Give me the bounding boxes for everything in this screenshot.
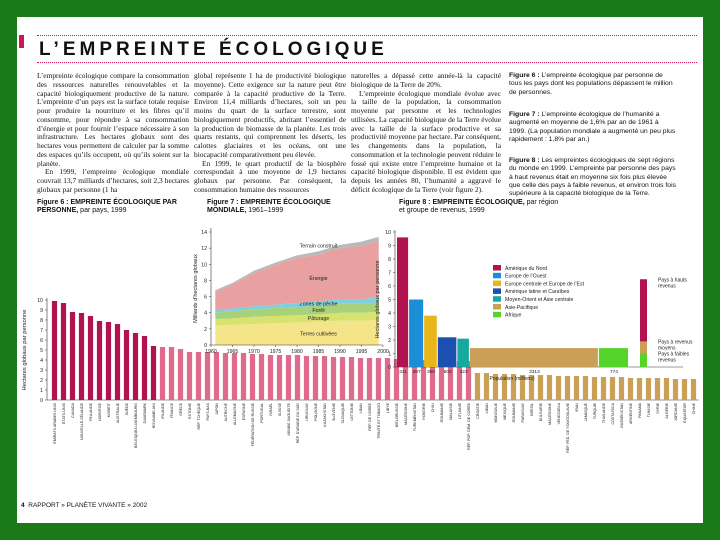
series-label: Terres cultivées <box>300 331 337 338</box>
bar <box>160 347 165 400</box>
series-label: Pâturage <box>307 315 330 322</box>
category-label: MACÉDOINE <box>548 403 553 425</box>
caption-label: Figure 7 : <box>509 111 540 118</box>
category-label: ALGÉRIE <box>665 403 670 419</box>
caption-text: L’empreinte écologique par personne de tous les pays dont les populations dépassent le million de personnes. <box>509 72 673 96</box>
category-label: TURQUIE <box>593 403 598 420</box>
paragraph: En 1999, l’empreinte écologique mondiale couvrait 13,7 milliards d’hectares, soit 2,3 hectares globaux par personne (1 ha <box>37 167 189 194</box>
category-label: PORTUGAL <box>260 403 265 423</box>
report-page <box>17 17 703 523</box>
x-tick-label: 1980 <box>291 349 303 355</box>
category-label: KOWEÏT <box>107 403 112 418</box>
category-label: OUZBÉKISTAN <box>620 403 625 429</box>
category-label: PANAMA <box>638 403 643 418</box>
legend-swatch <box>493 288 501 294</box>
category-label: HONGRIE <box>422 403 427 420</box>
legend-label: Europe de l’Ouest <box>505 273 547 280</box>
category-label: CHINE <box>692 403 697 415</box>
category-label: AUTRICHE <box>224 403 229 422</box>
x-tick-label: 1995 <box>355 349 368 355</box>
y-tick-label: 9 <box>40 308 43 314</box>
y-tick-label: 3 <box>40 368 43 374</box>
category-label: URUGUAY <box>305 403 310 421</box>
x-tick-label: 1960 <box>205 349 217 355</box>
category-label: ISRAËL <box>269 403 274 416</box>
figure-heading: EMPREINTE ÉCOLOGIQUE PAR PERSONNE, <box>37 199 177 214</box>
bar <box>115 324 120 400</box>
income-label: moyens <box>658 345 676 352</box>
category-label: RÉP. DE CORÉE <box>368 403 373 431</box>
figure-heading: EMPREINTE ÉCOLOGIQUE, <box>432 199 525 206</box>
category-label: THAÏLANDE <box>602 403 607 424</box>
x-tick-label: 1975 <box>269 349 282 355</box>
y-tick-label: 2 <box>204 326 207 333</box>
page-number: 4 <box>21 502 25 509</box>
y-tick-label: 2 <box>388 338 391 344</box>
y-tick-label: 8 <box>204 278 207 285</box>
y-tick-label: 4 <box>388 311 391 317</box>
region-bar <box>424 316 437 367</box>
figure-label: Figure 7 : <box>207 199 239 206</box>
y-tick-label: 6 <box>204 294 207 301</box>
bar <box>142 336 147 400</box>
x-tick-label: 1970 <box>248 349 260 355</box>
bar <box>52 301 57 400</box>
category-label: PAYS-BAS <box>206 403 211 421</box>
income-label: Pays à revenus <box>658 339 693 346</box>
region-bar <box>397 237 408 367</box>
figure-subtitle-2: et groupe de revenus, 1999 <box>399 207 485 214</box>
category-label: ALLEMAGNE <box>233 403 238 425</box>
population-label: 323 <box>459 370 468 375</box>
paragraph: En 1999, le quart productif de la biosphère correspondait à une moyenne de 1,9 hectares globaux par personne. Par conséquent, la consommation humaine des ressources <box>194 158 346 194</box>
legend-swatch <box>493 304 501 310</box>
category-label: BIÉLORUSSIE <box>395 403 400 427</box>
region-bar <box>599 348 628 367</box>
category-label: VENEZUELA <box>557 403 562 425</box>
bar <box>133 333 138 400</box>
category-label: GRÈCE <box>179 403 184 416</box>
paragraph: global représente 1 ha de productivité biologique moyenne). Cette exigence sur la nature peut être comparée à la capacité productive de la Terre. Environ 11,4 milliards d’hectares, soit un peu moins du quart de la surface terrestre, sont biologiquement productifs, abritant l’essentiel de la production de biomasse de la planète. Les trois quarts restants, qui comprennent les déserts, les calottes glaciaires et les océans, ont une biocapacité comparativement peu élevée. <box>194 71 346 159</box>
category-label: AUSTRALIE <box>116 403 121 423</box>
category-label: LIBYE <box>386 403 391 414</box>
category-label: NOUVELLE-ZÉLANDE <box>80 403 85 440</box>
y-tick-label: 1 <box>40 388 43 394</box>
category-label: RÉP. TCHÈQUE <box>197 403 202 430</box>
category-label: JAPON <box>215 403 220 415</box>
category-label: ROUMANIE <box>440 403 445 423</box>
category-label: IRLANDE <box>161 403 166 419</box>
figure-7-area-chart <box>177 212 387 367</box>
category-label: LIBAN <box>485 403 490 414</box>
income-label: revenus <box>658 283 676 290</box>
category-label: LIBAN <box>359 403 364 414</box>
legend-swatch <box>493 281 501 287</box>
category-label: ÉQUATEUR <box>683 403 688 423</box>
y-tick-label: 5 <box>40 348 43 354</box>
figure-subtitle: par pays, 1999 <box>78 207 127 214</box>
x-axis-label: Population (millions) <box>489 376 535 382</box>
population-label: 503 <box>443 370 452 375</box>
category-label: JORDANIE <box>674 403 679 422</box>
bar <box>70 312 75 400</box>
y-tick-label: 14 <box>201 230 207 236</box>
y-tick-label: 7 <box>388 270 391 277</box>
footer-text: RAPPORT » PLANÈTE VIVANTE » 2002 <box>28 502 148 509</box>
x-tick-label: 1990 <box>334 349 346 355</box>
y-tick-label: 2 <box>40 378 43 384</box>
region-bar <box>457 339 469 367</box>
legend-label: Asie-Pacifique <box>505 304 539 311</box>
category-label: CHILI <box>431 403 436 413</box>
category-label: NORVÈGE <box>98 403 103 421</box>
category-label: FÉDÉRATION DE RUSSIE <box>251 403 256 447</box>
y-tick-label: 10 <box>37 298 43 304</box>
y-tick-label: 6 <box>388 284 391 290</box>
bar <box>124 330 129 400</box>
category-label: MONGOLIE <box>494 403 499 423</box>
legend-swatch <box>493 312 501 318</box>
category-label: KAZAKHSTAN <box>323 403 328 427</box>
y-tick-label: 0 <box>204 343 207 349</box>
category-label: TURKMÉNISTAN <box>413 403 418 432</box>
y-axis-label: Hectares globaux par personne <box>22 309 28 391</box>
category-label: ÉTATS-UNIS <box>62 403 67 424</box>
series-label: Énergie <box>309 276 328 283</box>
category-label: CROATIE <box>476 403 481 419</box>
caption-label: Figure 6 : <box>509 72 540 79</box>
y-tick-label: 4 <box>40 358 43 364</box>
category-label: MALAISIE <box>449 403 454 420</box>
paragraph: L’empreinte écologique compare la consommation des ressources naturelles renouvelables et la capacité biologiquement productive de la nature. L’empreinte d’un pays est la surface totale requise pour produire la nourriture et les fibres qu’il consomme, pour répondre à sa consommation d’énergie et pour fournir l’espace nécessaire à son infrastructure. Les hectares globaux sont des hectares vous permettent de calculer par la somme des espaces qu’ils occupent, où qu’ils soient sur la planète. <box>37 71 189 168</box>
category-label: LITUANIE <box>458 403 463 420</box>
x-tick-label: 1965 <box>226 349 239 355</box>
legend-swatch <box>493 296 501 302</box>
region-bar <box>438 337 457 367</box>
legend-label: Amérique du Nord <box>505 265 548 272</box>
population-label: 350 <box>426 370 435 375</box>
legend-label: Afrique <box>505 312 522 319</box>
region-bar <box>470 348 598 367</box>
figure-label: Figure 6 : <box>37 199 69 206</box>
category-label: POLOGNE <box>314 403 319 421</box>
page-footer <box>21 502 147 509</box>
category-label: SUISSE <box>278 403 283 417</box>
category-label: BELGIQUE/LUXEMBOURG <box>134 403 139 448</box>
bar <box>169 347 174 400</box>
figure-label: Figure 8 : <box>399 199 431 206</box>
category-label: BULGARIE <box>539 403 544 422</box>
population-label: 311 <box>399 370 407 375</box>
y-tick-label: 3 <box>388 324 391 331</box>
population-label: 387 <box>412 370 421 375</box>
category-label: ÉMIRATS ARABES UNIS <box>53 403 58 444</box>
category-label: ARGENTINE <box>629 403 634 424</box>
category-label: RÉP. FÉD. DE YOUGOSLAVIE <box>566 403 571 453</box>
income-label: Pays à hauts <box>658 277 687 284</box>
category-label: LETTONIE <box>350 403 355 421</box>
legend-label: Moyen-Orient et Asie centrale <box>505 297 574 303</box>
y-tick-label: 1 <box>388 351 391 358</box>
caption-text: Les empreintes écologiques de sept régions du monde en 1999. L’empreinte par personne des pays à haut revenus était en moyenne six fois plus élevée que celle des pays à faible revenus, et environ trois fois supérieure à la capacité biologique de la Terre. <box>509 157 676 198</box>
category-label: MACÉDOINE <box>404 403 409 425</box>
legend-swatch <box>493 265 501 271</box>
y-tick-label: 4 <box>204 310 207 317</box>
caption-text: L’empreinte écologique de l’humanité a augmenté en moyenne de 1,6% par an de 1961 à 1999. (La population mondiale a augmenté un peu plus rapidement : 1,8% par an.) <box>509 111 676 143</box>
category-label: ARABIE SAOUDITE <box>287 403 292 436</box>
paragraph: naturelles a dépassé cette année-là la capacité biologique de la Terre de 20%. <box>351 71 501 89</box>
category-label: TUNISIE <box>647 403 652 418</box>
income-label: revenus <box>658 357 676 364</box>
caption-label: Figure 8 : <box>509 157 540 164</box>
y-tick-label: 0 <box>388 365 391 371</box>
y-axis-label: Milliards d'hectares globaux <box>193 254 199 323</box>
income-label: Pays à faibles <box>658 351 690 358</box>
series-label: Zones de pêche <box>299 301 338 308</box>
x-tick-label: 1985 <box>312 349 325 355</box>
legend-label: Amérique latine et Caraïbes <box>505 289 570 296</box>
category-label: ROYAUME-UNI <box>152 403 157 429</box>
x-tick-label: 2000 <box>377 349 389 355</box>
y-tick-label: 0 <box>40 398 43 404</box>
y-tick-label: 10 <box>385 230 391 236</box>
figure-subtitle: 1961–1999 <box>246 207 284 214</box>
category-label: COSTA RICA <box>611 403 616 425</box>
category-label: FRANCE <box>170 403 175 418</box>
category-label: CANADA <box>71 403 76 418</box>
category-label: IRAN <box>575 403 580 412</box>
category-label: MEXIQUE <box>503 403 508 420</box>
page-title: L’EMPREINTE ÉCOLOGIQUE <box>39 39 388 60</box>
figure-subtitle: par région <box>524 199 559 206</box>
bar <box>97 321 102 400</box>
figure-8-region-chart <box>365 212 703 387</box>
population-label: 3313 <box>529 370 540 375</box>
category-label: TRINITÉ ET TOBAGO <box>377 403 382 439</box>
category-label: RÉP. POP. DÉM. DE CORÉE <box>467 403 472 450</box>
y-tick-label: 6 <box>40 338 43 344</box>
legend-swatch <box>493 273 501 279</box>
category-label: SUÈDE <box>125 403 130 416</box>
income-bar <box>640 354 647 368</box>
category-label: ESPAGNE <box>242 403 247 421</box>
y-axis-label: Hectares globaux par personne <box>375 260 381 339</box>
legend-label: Europe centrale et Europe de l’Est <box>505 281 585 288</box>
category-label: RÉP. D'ARABIE DU SUD <box>296 403 301 444</box>
bar <box>61 303 66 400</box>
y-tick-label: 5 <box>388 297 391 304</box>
region-bar <box>409 300 423 368</box>
y-tick-label: 8 <box>388 257 391 263</box>
category-label: SYRIE <box>656 403 661 414</box>
bar <box>79 313 84 400</box>
y-tick-label: 12 <box>201 246 207 253</box>
paragraph: L’empreinte écologique mondiale évolue avec la taille de la population, la consommation moyenne par personne et les technologies utilisées. La capacité biologique de la Terre évolue avec la taille de la surface productive et sa productivité moyenne par hectare. Par conséquent, les changements dans la population, la consommation et la technologie peuvent réduire le fossé qui existe entre l’empreinte humaine et la capacité biologique disponible. Il est évident que depuis les années 80, l’humanité a aggravé le déficit écologique de la Terre (voir figure 2). <box>351 88 501 194</box>
category-label: ESTONIE <box>188 403 193 419</box>
y-tick-label: 9 <box>388 243 391 250</box>
series-label: Terrain construit <box>299 243 338 250</box>
category-label: ROUMANIE <box>512 403 517 423</box>
bar <box>88 316 93 400</box>
category-label: SLOVAQUIE <box>341 403 346 424</box>
category-label: PARAGUAY <box>521 403 526 423</box>
bar <box>151 346 156 400</box>
y-tick-label: 7 <box>40 328 43 334</box>
category-label: SLOVÉNIE <box>332 403 337 421</box>
category-label: JAMAÏQUE <box>584 403 589 422</box>
category-label: DANEMARK <box>143 403 148 424</box>
category-label: BRÉSIL <box>530 403 535 416</box>
series-label: Forêt <box>312 307 325 314</box>
y-tick-label: 8 <box>40 318 43 324</box>
y-tick-label: 10 <box>201 262 207 269</box>
figure-heading: EMPREINTE ÉCOLOGIQUE MONDIALE, <box>207 199 331 214</box>
category-label: FINLANDE <box>89 403 94 421</box>
bar <box>106 322 111 400</box>
population-label: 774 <box>609 370 618 375</box>
